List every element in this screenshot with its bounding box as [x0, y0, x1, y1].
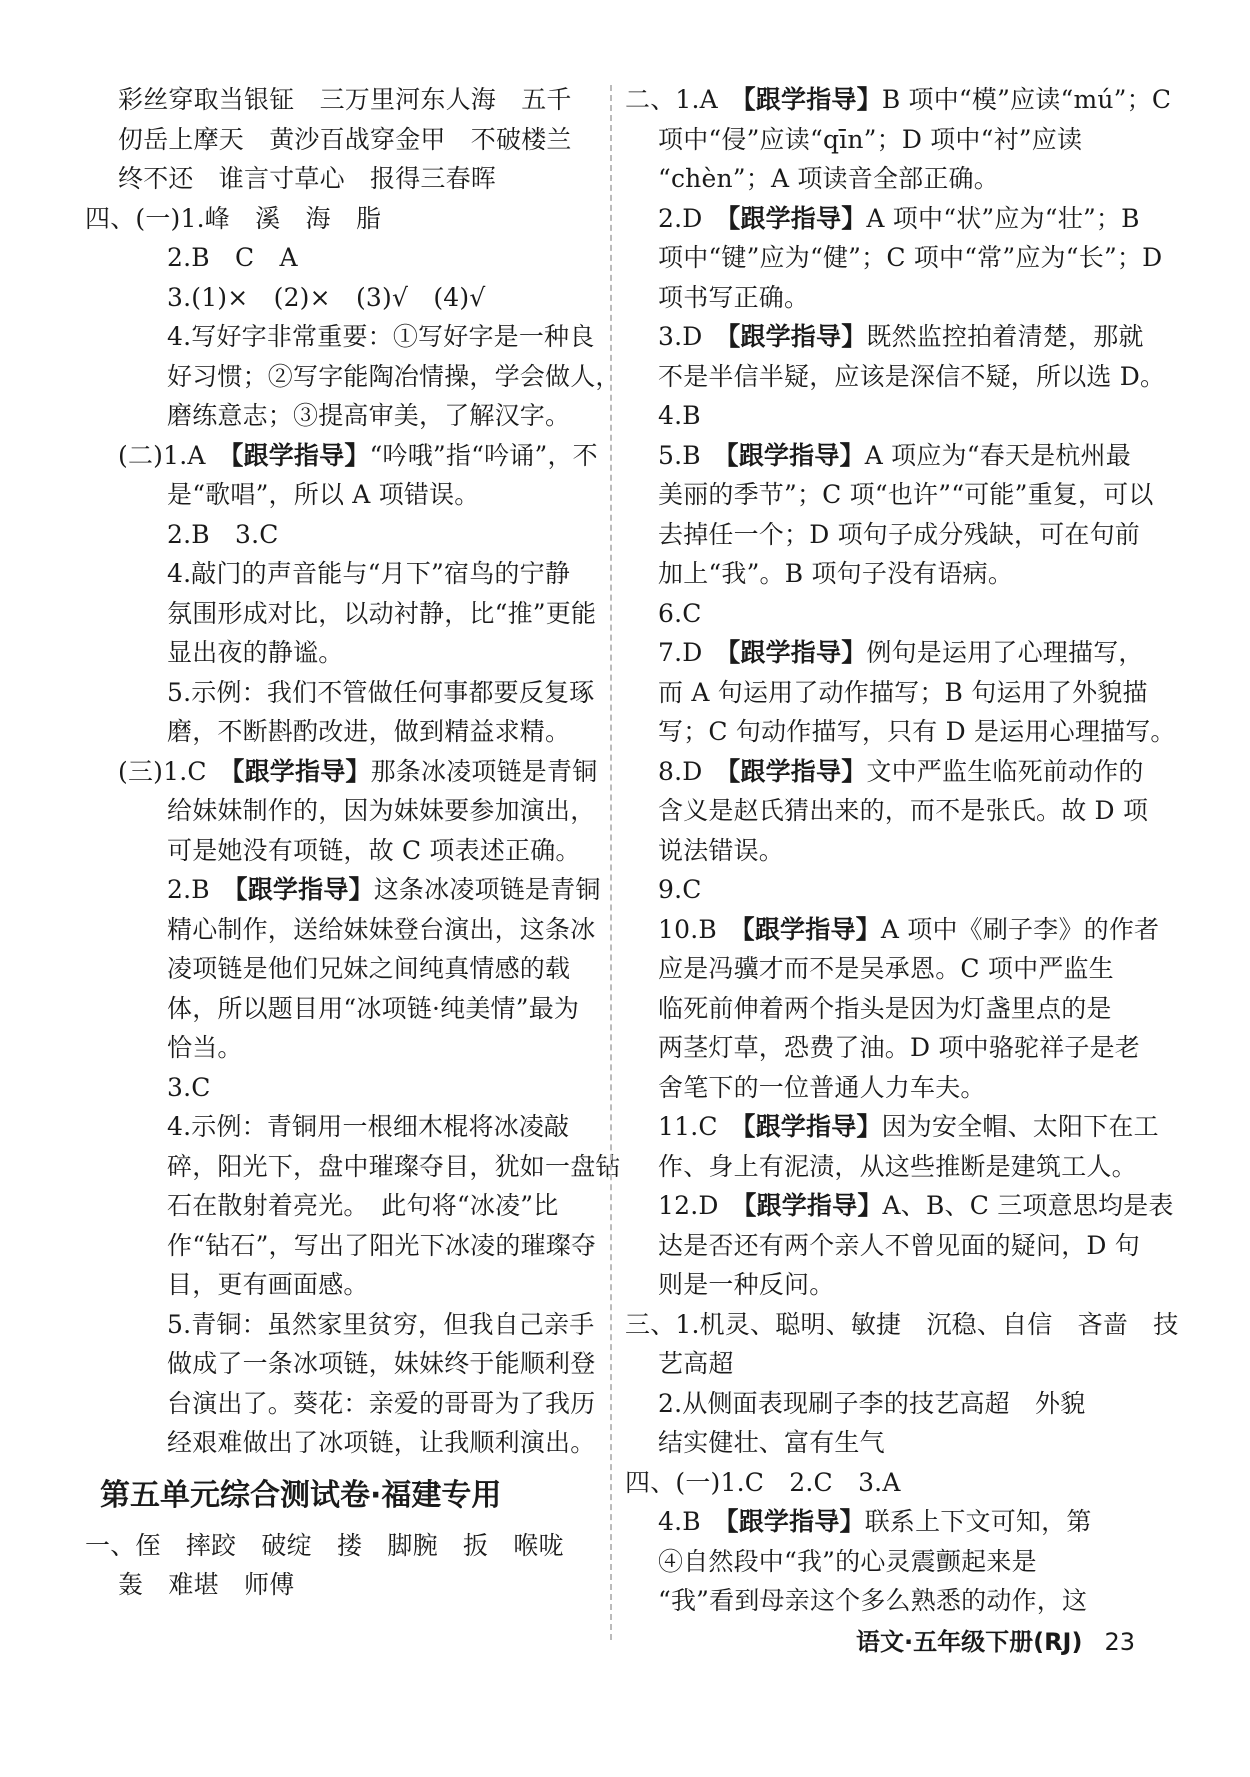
guidance-text: 例句是运用了心理描写，: [866, 638, 1144, 667]
answer-text: 12.D: [658, 1191, 744, 1220]
guidance-tag: 【跟学指导】: [726, 1507, 865, 1536]
guidance-text: A 项中“状”应为“壮”；B: [866, 203, 1140, 233]
answer-line: [625, 712, 1176, 752]
answer-text: 一、侄 摔跤 破绽 搂 脚腕 扳 喉咙: [85, 1530, 564, 1560]
answer-line: [85, 436, 598, 476]
answer-text: 结实健壮、富有生气: [658, 1428, 885, 1457]
answer-line: [85, 1068, 595, 1108]
answer-text: 11.C: [658, 1112, 743, 1141]
answer-line: [625, 870, 1170, 910]
answer-line: [85, 475, 595, 515]
guidance-tag: 【跟学指导】: [727, 203, 867, 233]
guidance-text: A、B、C 三项意思均是表: [882, 1191, 1174, 1220]
answer-text: 目，更有画面感。: [167, 1270, 369, 1299]
answer-text: 做成了一条冰项链，妹妹终于能顺利登: [167, 1349, 596, 1378]
answer-text: 仞岳上摩天 黄沙百战穿金甲 不破楼兰: [118, 124, 572, 154]
answer-text: 经艰难做出了冰项链，让我顺利演出。: [167, 1428, 596, 1457]
answer-line: [625, 1186, 1174, 1226]
answer-text: 达是否还有两个亲人不曾见面的疑问，D 句: [658, 1230, 1140, 1260]
answer-text: 2.B 3.C: [167, 519, 279, 549]
answer-text: “我”看到母亲这个多么熟悉的动作，这: [658, 1586, 1088, 1615]
answer-line: [625, 1068, 1170, 1108]
answer-line: [625, 633, 1170, 673]
answer-line: [625, 1542, 1170, 1582]
answer-line: [85, 712, 595, 752]
answer-line: [85, 791, 595, 831]
answer-line: [625, 752, 1170, 792]
answer-text: 临死前伸着两个指头是因为灯盏里点的是: [658, 993, 1112, 1023]
answer-line: [85, 1384, 595, 1424]
answer-line: [85, 1186, 595, 1226]
answer-text: 好习惯；②写字能陶冶情操，学会做人，: [167, 361, 621, 391]
answer-text: 8.D: [658, 756, 728, 786]
answer-text: 2.从侧面表现刷子李的技艺高超 外貌: [658, 1388, 1086, 1418]
guidance-tag: 【跟学指导】: [743, 1191, 883, 1220]
answer-text: 美丽的季节”；C 项“也许”“可能”重复，可以: [658, 480, 1154, 509]
answer-line: [625, 317, 1170, 357]
guidance-text: B 项中“模”应读“mú”；C: [881, 85, 1172, 114]
answer-text: 项中“键”应为“健”；C 项中“常”应为“长”；D: [658, 243, 1163, 272]
guidance-text: A 项应为“春天是杭州最: [864, 440, 1131, 470]
guidance-text: 这条冰凌项链是青铜: [373, 875, 601, 904]
footer-subject: 语文·五年级下册(RJ): [855, 1628, 1083, 1656]
answer-text: (三)1.C: [118, 756, 232, 786]
answer-line: [85, 1305, 595, 1345]
answer-line: [625, 1423, 1170, 1463]
answer-line: [625, 278, 1170, 318]
answer-line: [625, 1344, 1170, 1384]
answer-line: [85, 357, 621, 397]
answer-text: 3.(1)× (2)× (3)√ (4)√: [167, 282, 486, 312]
answer-line: [625, 910, 1170, 950]
answer-text: 作“钻石”，写出了阳光下冰凌的璀璨夺: [167, 1230, 597, 1260]
answer-text: 磨，不断斟酌改进，做到精益求精。: [167, 717, 571, 746]
answer-line: [625, 1107, 1170, 1147]
answer-line: [625, 673, 1170, 713]
answer-line: [625, 199, 1170, 239]
answer-text: 磨练意志；③提高审美，了解汉字。: [167, 401, 571, 430]
answer-text: 4.B: [658, 401, 701, 430]
answer-text: 项中“侵”应读“qīn”；D 项中“衬”应读: [658, 124, 1083, 154]
answer-text: 氛围形成对比，以动衬静，比“推”更能: [167, 598, 597, 628]
answer-text: 而 A 句运用了动作描写；B 句运用了外貌描: [658, 677, 1148, 707]
right-column: [625, 80, 1179, 1621]
answer-line: [85, 1344, 595, 1384]
guidance-tag: 【跟学指导】: [235, 875, 374, 904]
answer-line: [85, 831, 595, 871]
answer-text: 可是她没有项链，故 C 项表述正确。: [167, 835, 581, 865]
answer-text: 四、(一)1.峰 溪 海 脂: [85, 203, 382, 233]
answer-text: ④自然段中“我”的心灵震颤起来是: [658, 1546, 1037, 1576]
answer-text: 凌项链是他们兄妹之间纯真情感的载: [167, 954, 571, 983]
answer-line: [85, 159, 595, 199]
answer-line: [85, 1526, 595, 1566]
answer-line: [625, 238, 1170, 278]
answer-line: [85, 238, 595, 278]
answer-line: [85, 80, 595, 120]
answer-line: [625, 80, 1170, 120]
answer-line: [625, 436, 1170, 476]
answer-text: 两茎灯草，恐费了油。D 项中骆驼祥子是老: [658, 1033, 1140, 1062]
answer-line: [85, 1028, 595, 1068]
answer-line: [85, 1423, 595, 1463]
guidance-text: 那条冰凌项链是青铜: [370, 756, 598, 786]
answer-text: 精心制作，送给妹妹登台演出，这条冰: [167, 914, 596, 944]
answer-line: [625, 554, 1170, 594]
answer-line: [85, 199, 595, 239]
answer-text: 5.青铜：虽然家里贫穷，但我自己亲手: [167, 1309, 595, 1339]
answer-text: (二)1.A: [118, 440, 231, 470]
answer-text: 7.D: [658, 638, 728, 667]
answer-text: 3.D: [658, 322, 728, 351]
answer-text: 2.D: [658, 203, 728, 233]
answer-text: 石在散射着亮光。 此句将“冰凌”比: [167, 1191, 559, 1220]
answer-text: 写；C 句动作描写，只有 D 是运用心理描写。: [658, 717, 1176, 746]
answer-line: [625, 357, 1170, 397]
answer-text: 舍笔下的一位普通人力车夫。: [658, 1072, 986, 1102]
answer-line: [625, 1384, 1170, 1424]
answer-line: [625, 831, 1170, 871]
answer-line: [85, 1107, 595, 1147]
section-title: 第五单元综合测试卷·福建专用: [100, 1477, 502, 1513]
answer-text: 二、1.A: [625, 85, 744, 114]
answer-text: 5.B: [658, 440, 727, 470]
answer-text: 体，所以题目用“冰项链·纯美情”最为: [167, 993, 580, 1023]
answer-text: 显出夜的静谧。: [167, 638, 344, 667]
answer-line: [85, 633, 595, 673]
answer-text: 3.C: [167, 1072, 211, 1102]
guidance-tag: 【跟学指导】: [726, 440, 865, 470]
guidance-tag: 【跟学指导】: [727, 756, 867, 786]
answer-text: 5.示例：我们不管做任何事都要反复琢: [167, 677, 595, 707]
guidance-text: A 项中《刷子李》的作者: [880, 914, 1160, 944]
answer-text: 10.B: [658, 914, 743, 944]
answer-line: [625, 1463, 1170, 1503]
page-number: 23: [1104, 1628, 1135, 1656]
answer-text: 则是一种反问。: [658, 1270, 835, 1299]
answer-line: [625, 989, 1170, 1029]
column-divider: [610, 85, 612, 1640]
guidance-tag: 【跟学指导】: [742, 914, 881, 944]
guidance-tag: 【跟学指导】: [742, 1112, 882, 1141]
answer-line: [625, 1028, 1170, 1068]
answer-line: [625, 1305, 1179, 1345]
answer-line: [625, 594, 1170, 634]
answer-text: 彩丝穿取当银钲 三万里河东人海 五千: [118, 85, 572, 114]
answer-text: 碎，阳光下，盘中璀璨夺目，犹如一盘钻: [167, 1151, 621, 1181]
answer-text: 给妹妹制作的，因为妹妹要参加演出，: [167, 796, 596, 825]
answer-line: [85, 1226, 595, 1266]
answer-line: [85, 1565, 595, 1605]
answer-line: [85, 949, 595, 989]
left-column: [85, 80, 621, 1605]
answer-text: 4.B: [658, 1507, 727, 1536]
guidance-tag: 【跟学指导】: [727, 322, 867, 351]
answer-line: [85, 1265, 595, 1305]
answer-line: [85, 752, 598, 792]
answer-line: [625, 1226, 1170, 1266]
guidance-text: 文中严监生临死前动作的: [866, 756, 1144, 786]
answer-line: [85, 554, 595, 594]
answer-text: 项书写正确。: [658, 282, 810, 312]
answer-line: [625, 159, 1170, 199]
answer-line: [625, 791, 1170, 831]
guidance-text: 因为安全帽、太阳下在工: [881, 1112, 1159, 1141]
answer-line: [625, 1265, 1170, 1305]
page-footer: [856, 1622, 1135, 1657]
answer-text: 4.敲门的声音能与“月下”宿鸟的宁静: [167, 559, 571, 588]
answer-text: 终不还 谁言寸草心 报得三春晖: [118, 164, 497, 193]
answer-text: 含义是赵氏猜出来的，而不是张氏。故 D 项: [658, 796, 1149, 825]
answer-text: 4.写好字非常重要：①写好字是一种良: [167, 322, 595, 351]
answer-text: 恰当。: [167, 1033, 243, 1062]
answer-line: [85, 396, 595, 436]
answer-line: [625, 515, 1170, 555]
answer-text: 艺高超: [658, 1349, 734, 1378]
answer-text: 轰 难堪 师傅: [118, 1570, 295, 1599]
answer-line: [625, 475, 1170, 515]
answer-text: 6.C: [658, 598, 702, 628]
answer-text: 去掉任一个；D 项句子成分残缺，可在句前: [658, 519, 1140, 549]
guidance-text: 联系上下文可知，第: [864, 1507, 1092, 1536]
answer-line: [625, 120, 1170, 160]
guidance-text: “吟哦”指“吟诵”，不: [369, 440, 598, 470]
answer-line: [625, 1581, 1170, 1621]
answer-line: [85, 673, 595, 713]
answer-line: [85, 278, 595, 318]
answer-line: [85, 594, 595, 634]
guidance-tag: 【跟学指导】: [743, 85, 882, 114]
answer-text: 应是冯骥才而不是吴承恩。C 项中严监生: [658, 954, 1114, 983]
guidance-tag: 【跟学指导】: [230, 440, 370, 470]
answer-text: 作、身上有泥渍，从这些推断是建筑工人。: [658, 1151, 1137, 1181]
answer-text: 2.B: [167, 875, 236, 904]
guidance-tag: 【跟学指导】: [727, 638, 867, 667]
answer-line: [85, 515, 595, 555]
guidance-text: 既然监控拍着清楚，那就: [866, 322, 1144, 351]
answer-text: 说法错误。: [658, 835, 785, 865]
answer-line: [85, 1147, 621, 1187]
answer-line: [625, 396, 1170, 436]
answer-text: 9.C: [658, 875, 702, 904]
answer-text: 四、(一)1.C 2.C 3.A: [625, 1467, 901, 1497]
answer-text: 2.B C A: [167, 243, 298, 272]
answer-line: [85, 870, 601, 910]
guidance-tag: 【跟学指导】: [231, 756, 371, 786]
answer-text: 台演出了。葵花：亲爱的哥哥为了我历: [167, 1388, 596, 1418]
answer-line: [625, 949, 1170, 989]
answer-line: [85, 317, 595, 357]
answer-text: 三、1.机灵、聪明、敏捷 沉稳、自信 吝啬 技: [625, 1309, 1179, 1339]
answer-text: “chèn”；A 项读音全部正确。: [658, 164, 999, 193]
answer-text: 是“歌唱”，所以 A 项错误。: [167, 480, 480, 509]
answer-line: [85, 910, 595, 950]
answer-line: [85, 120, 595, 160]
answer-line: [625, 1147, 1170, 1187]
answer-text: 不是半信半疑，应该是深信不疑，所以选 D。: [658, 361, 1166, 391]
answer-line: [625, 1502, 1170, 1542]
answer-text: 4.示例：青铜用一根细木棍将冰凌敲: [167, 1112, 570, 1141]
answer-line: [85, 989, 595, 1029]
answer-text: 加上“我”。B 项句子没有语病。: [658, 559, 1014, 588]
